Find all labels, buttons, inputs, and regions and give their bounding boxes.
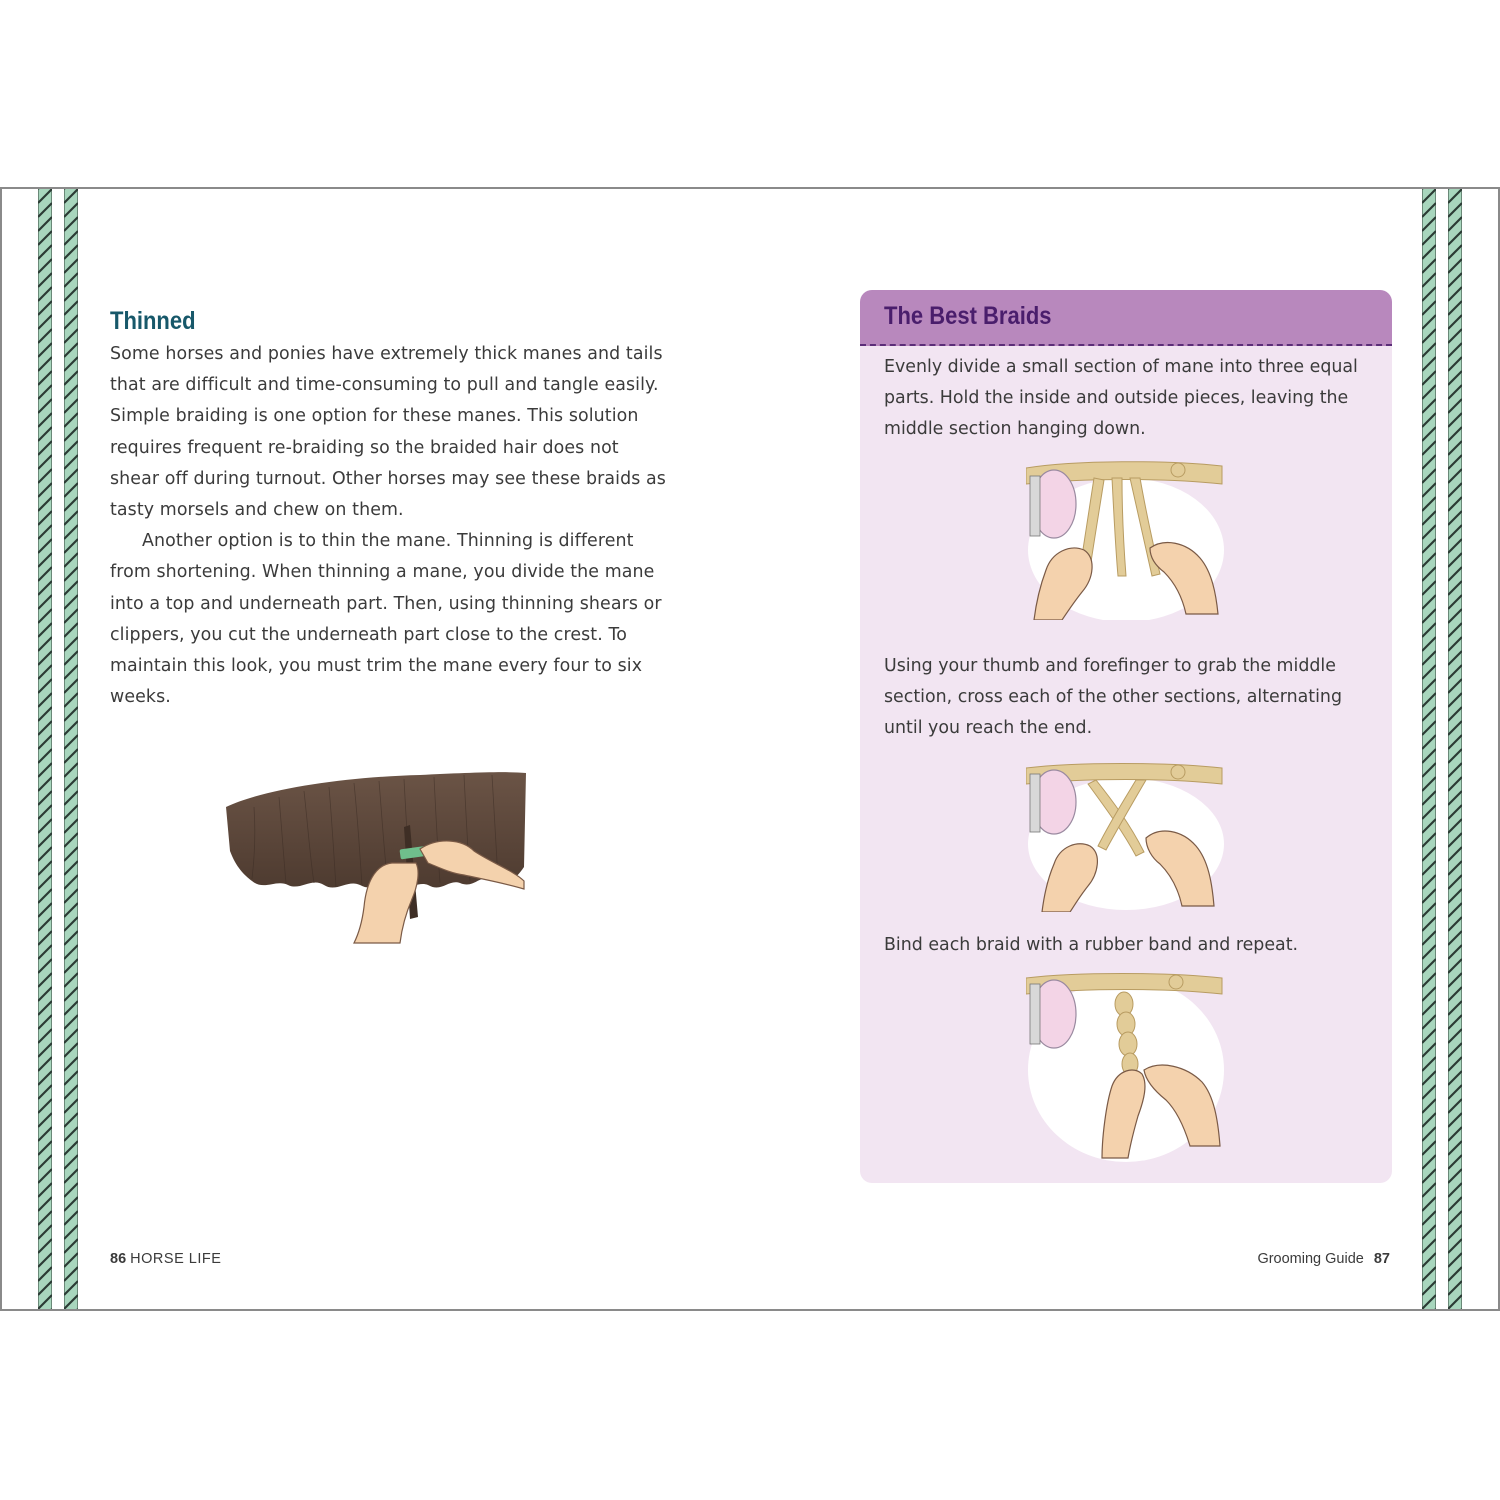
mane-thinning-illustration	[224, 767, 530, 947]
page-number-left: 86	[110, 1251, 127, 1267]
rope-border-right-inner	[1422, 189, 1436, 1309]
braid-step-2-illustration	[1026, 760, 1226, 912]
rope-border-left-outer	[38, 189, 52, 1309]
paragraph-2: Another option is to thin the mane. Thinning is different from shortening. When thinning a mane, you divide the mane into a top and underneath part. Then, using thinning shears or clippers, you cut the underneath part close to the crest. To maintain this look, you must trim the mane every four to six weeks.	[110, 531, 662, 708]
braid-step-3-text: Bind each braid with a rubber band and repeat.	[884, 935, 1299, 955]
braid-step-1-illustration	[1026, 458, 1226, 620]
rope-border-left-inner	[64, 189, 78, 1309]
sidebar-header	[860, 290, 1392, 346]
page-number-right: 87	[1373, 1251, 1390, 1267]
left-body-text	[110, 339, 670, 713]
rope-border-right-outer	[1448, 189, 1462, 1309]
braid-step-2-text: Using your thumb and forefinger to grab the middle section, cross each of the other sections, alternating until you reach the end.	[884, 656, 1342, 739]
book-spread	[0, 187, 1500, 1311]
sidebar-title: The Best Braids	[884, 302, 1052, 330]
footer-right	[1257, 1251, 1390, 1267]
best-braids-sidebar	[860, 290, 1392, 1183]
paragraph-1: Some horses and ponies have extremely thick manes and tails that are difficult and time-consuming to pull and tangle easily. Simple braiding is one option for these manes. This solution requires frequent re-braiding so the braided hair does not shear off during turnout. Other horses may see these braids as tasty morsels and chew on them.	[110, 344, 666, 521]
book-title: HORSE LIFE	[130, 1251, 222, 1267]
section-title: Grooming Guide	[1257, 1251, 1364, 1267]
braid-step-1-text: Evenly divide a small section of mane into three equal parts. Hold the inside and outside pieces, leaving the middle section hanging down.	[884, 357, 1358, 440]
braid-step-3-illustration	[1026, 970, 1226, 1162]
section-heading-thinned: Thinned	[110, 307, 196, 335]
footer-left	[110, 1251, 221, 1267]
